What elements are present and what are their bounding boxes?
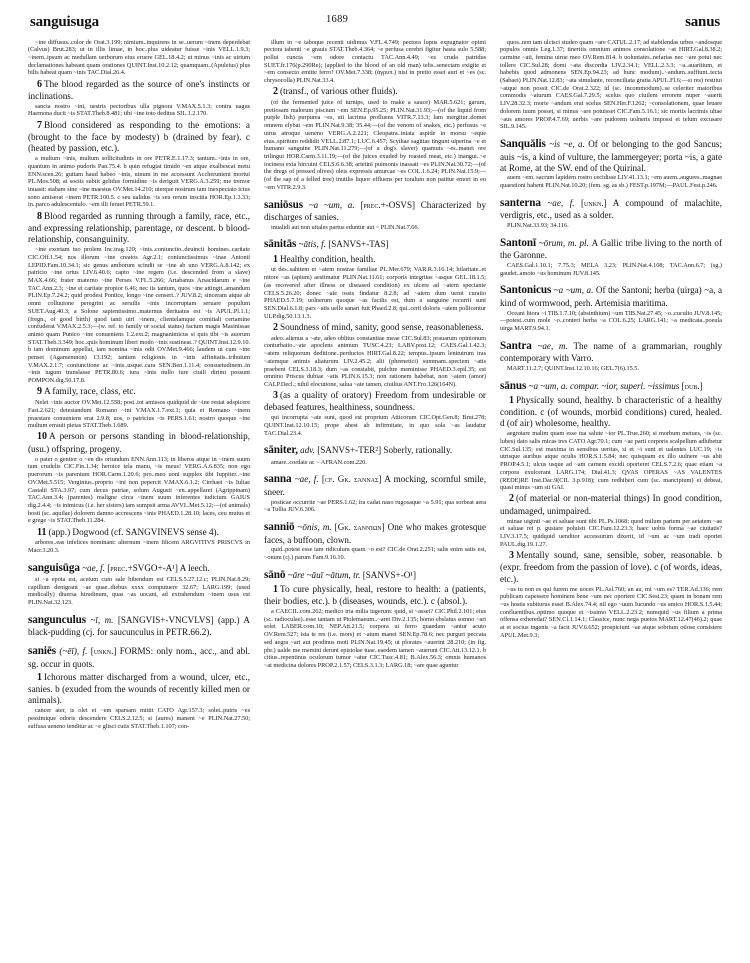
sense-number: 9 [37, 386, 42, 398]
entry-sanna[interactable] [264, 473, 486, 498]
entry-santoni[interactable] [500, 237, 722, 262]
cites-santerna: PLIN.Nat.33.93; 34.116. [507, 221, 569, 229]
cites-sense-11: arbores..eas infelices nominant: alternum ~inem filicem ARGVITIVS PRISCVS in Macr.3.20.3. [28, 539, 250, 555]
sense-text: (app.) Dogwood (cf. SANGVINEVS sense 4). [48, 526, 219, 537]
sense-number: 11 [37, 526, 47, 538]
sense-number: 1 [509, 394, 514, 406]
headword-etymology: [SANGVIS+-VNCVLVS] [117, 614, 214, 625]
headword-definition: A Gallic tribe living to the north of the Garonne. [500, 237, 722, 261]
cites-sense-8: ~ine exortam tuo prolem Inc.trag.120; ~inis..coniunctio..deuincit homines..caritate CIC.Off.1.54; nos illorum ~ine creatos Agr.2.1; coniunctissimus ~inae Antonii LEPID.Fam.10.34.1; sic genus amborum scindit se ~ine ab uno VERG.A.8.142; ex patricio ~ine ortus LIV.6.40.6; capto ~ine regem (i.e. descended from a slave) MAX.4.66; frater materno ~ine Perses V.FL.5.266; Artabanus Arsacidarum e ~ine TAC.Ann.2.3; ~ine et caritate propior 6.46; nec iis tantum, quos ~ine attingit..amandum PLIN.Ep.7.24.2; quid prodest Pontice, longo ~ine censeri..? JUV.8.2; sinceram atque ab omni colluuione peregrini ac seruilis ~inis incorruptam seruare populum SUET.Aug.40.3; a Solone sapientissimo..maternus deriuatus est ~is APUL.Pl.1.1; (fregn., of good birth) quod tanti uiri ~inem, clientelamque comitiali certamine confuderat V.MAX.2.5.3;—(w. ref. to family or social status) factum magis Masinissae animo quam Punico ~ine conueniens 1.2.ext.2; magnanimicus si quis tibi ~is auorum STAT.Theb.3.349; hoc..quis hominum liberi modo ~inis sustineat..? QUINT.Inst.12.9.10. b iam dominum appellat, iam nomina ~inis odit OV.Met.9.466; laudem ut cum ~ine penset (Agamemnon) 13.192; tantum religionis in ~inis affinitatis..tributum V.MAX.2.1.7; coniunctione ac ~inis..usque..cara SEN.Ben.1.11.4; consuetudinem..in ~inis iugum translasse PETR.80.6; iura ~inis nullo iure ciuili dirimi possunt POMPON.dig.50.17.8. [28, 246, 250, 385]
sense-number: 1 [273, 253, 278, 265]
sense-text: (as a quality of oratory) Freedom from undesirable or debased features, healthiness, soundness. [264, 390, 486, 413]
sense-number: 8 [37, 210, 42, 222]
headword-term: saniēs [28, 645, 56, 658]
cites-sanies-2: (of the fermented juice of turnips, used to make a sauce) MAR.5.621; garum, pretiosam malorum piscium ~em SEN.Ep.95.25; PLIN.Nat.31.93;—(of the liquid from purple fish) purpurea ~es, uti lacrima profluens VITR.7.13.3; lam mergitur..domet omnem elybat ~em PLIN.Nat.9.38; 35.44;—(of the venom of snakes, etc.) perfusus ~e uirus atroque ueneno VERG.A.2.221; Cleopatra..iniata aspide in morsu ~eque eius..spiritum reddidit VELL.2.87.1; LUC.6.457; Scythae sagittas tingunt uiperina ~e et humano sanguine PLIN.Nat.11.279;—(of a dog's slaver) quamuis ~es..manet ore trilingui HOR.Carm.3.11.19;—(of the juices exuded by roasted meat, etc.) inangui..~e iocinera exta hircuini CELS.6.6.38; arietini puimonis inassati ~es PLIN.Nat.30.72;—(of the dregs of pressed olives) oleis expressis amurcae ~es COL.1.6.24; PLIN.Nat.15.9;—(of the sap of a felled tree) inutilis liquor effluens per toralum non patitur emori in eo ~em VITR.2.9.3. [264, 99, 486, 191]
headword-term: Sanquālis [500, 137, 546, 150]
cites-sense-6: sancta nostro ~ini, uestris pectoribus ulla pignora V.MAX.5.1.3; contra uagus Haemona ducit ~is STAT.Theb.8.481; tibi ~ine toto deditus SIL.1.2.170. [28, 102, 250, 118]
headword-grammar: ~is ~e, a. [545, 138, 589, 149]
sense-number: 1 [273, 583, 278, 595]
sanus-sense-3 [500, 550, 722, 585]
headword-term: Santonicus [500, 284, 552, 297]
headword-grammar: ~a ~um, a. [551, 285, 596, 296]
headword-definition: One who makes grotesque faces, a buffoon, clown. [264, 521, 486, 545]
entry-sano[interactable] [264, 569, 486, 583]
sense-text: Mentally sound, sane, sensible, sober, reasonable. b (expr. freedom from the passion of love). c (of words, ideas, etc.). [500, 549, 722, 584]
sanitas-sense-3 [264, 390, 486, 414]
sense-number: 3 [509, 549, 514, 561]
text-column-1 [28, 38, 250, 953]
headword-term: sanguisūga [28, 561, 80, 574]
sense-number: 2 [509, 493, 514, 505]
entry-sannio[interactable] [264, 521, 486, 546]
sense-text: Blood regarded as running through a family, race, etc., and expressing relationship, parentage, or descent. b blood-relationship, consanguinity. [28, 210, 250, 245]
headword-etymology: [cf. Gk. σάννας] [321, 474, 382, 485]
sanus-sense-1 [500, 395, 722, 430]
sano-sense-1 [264, 584, 486, 608]
headword-term: sānō [264, 568, 286, 581]
headword-definition: (app.) A black-pudding (cj. for saucunculus in PETR.66.2). [28, 614, 250, 638]
sense-6 [28, 79, 250, 103]
cites-sano-1: a CAECIL.com.262; medico tria milia iugerum: quid, si ~asset? CIC.Phil.2.101; eius (sc. radioculae)..esse tantam ut Ptolemaeum..~aret Div.2.135; homo ebslatus somno ~ari solet LABER.com.10; NEP.Att.21.5; corpora ui ferro quaedam ~antur acuto OV.Rem.527; ista te res (i.e. mors) et ~atum manet SEN.Ep.78.6; nec purguri peccata sed aegra ~ari aut prodinus moti PLIN.Nat.19.45; ut plorates ~auerint 28.210; (in fig. phr.) ualde me memini derunt epistolae tuae..eaedem tamen ~auerunt CIC.Att.13.12.1. b citius..repentinus oculorum tumor ~atur CIC.Tusc.4.81; B.Alex.56.3; omnis humanos ~at medicina dolores PROP.2.1.57; CELS.3.1.3; LARG.18; ~are quae aguntur [264, 607, 486, 669]
sense-number: 7 [37, 119, 42, 131]
entry-santonicus[interactable] [500, 284, 722, 309]
headword-etymology: [SANVS+-O¹] [362, 569, 417, 580]
headword-term: sānitās [264, 238, 297, 251]
entry-sanguinculus[interactable] [28, 614, 250, 639]
headword-grammar: ~ae, m. [531, 340, 574, 351]
headword-term: sanna [264, 473, 292, 486]
sense-text: Physically sound, healthy. b characteristic of a healthy condition. c (of wounds, morbid conditions) cured, healed. d (of air) wholesome, healthy. [500, 394, 722, 429]
sense-text: The blood regarded as the source of one's instincts or inclinations. [28, 78, 250, 101]
headword-grammar: ~a ~um, a. [303, 199, 361, 210]
sanitas-sense-2 [264, 322, 486, 334]
headword-etymology: [SANVS+-TER²] [317, 445, 382, 456]
headword-definition: A leech. [177, 562, 210, 573]
sense-9 [28, 386, 250, 398]
cites-sanus-3: ~us tu non es qui furem me uoces PL.Asl.760; an au, mi ~um es? TER.Ad.336; rem publicam capessere hominem bene ~um nec oportere CIC.Sest.23; quam in bonam rem ~us hostis subiturus esset B.Alex.74.4; nil ego ~uum Iucundo ~us amico HOR.S.1.5.44; confluentibus..optimo quoque et ~issimo VELL.2.23.2; numquid ~us filium a prima offensa exheredat? SEN.Cl.1.14.1; Classice, nunc nega puetos MART.12.47(46).2; quae at et socius ingenis ~a facit JUV.6.652; prospiciunt ~ae atque sobrium otiose consistere APUL.Met.9.3; [500, 585, 722, 639]
sense-8 [28, 211, 250, 246]
cites-santra: MART.11.2.7; QUINT.Inst.12.10.16; GEL.7(6).15.5. [507, 364, 639, 372]
headword-grammar: ~ōnis, m. [294, 521, 335, 532]
entry-saniosus[interactable] [264, 199, 486, 224]
cites-sannio: quid..potest esse tam ridiculum quam ~o est? CIC.de Orat.2.251; salis enim satis est, ~onum (cj.) parum Fam.9.16.10. [264, 546, 486, 561]
cites-sanitas-1: ut des..sahitem et ~atem nostrae familiae PL.Mer.679; VAR.R.3.16.14; hilaritate..et nitore ~as (apium) aestimatur PLIN.Nat.11.61; corporis integritas ~asque GEL.18.1.5; (as recovered after illness or diseased condition) ex ulcere ad ~atem spectante CELS.5.26.20; donec ~ate ossis findatur 8.2.8; ad ~atem dum uenit curatio PHAED.5.7.19; uolnerum quoque ~as facilis est, dum a sanguine recurrit sunt SEN.Dial.6.1.8; pars ~atis uelle sanari fuit Phaed.2.8; qui..certi doloris ~atem pollicentur ULP.dig.50.13.1.3. [264, 266, 486, 320]
headword-etymology: [SANVS+-TAS] [328, 239, 389, 250]
headword-grammar: ~ae, f. [291, 474, 322, 485]
sense-text: (of material or non-material things) In good condition, undamaged, unimpaired. [500, 493, 722, 516]
text-column-3 [500, 38, 722, 953]
headword-term: Santra [500, 339, 532, 352]
entry-sanies[interactable] [28, 645, 250, 670]
headword-term: sānus [500, 379, 527, 392]
entry-sanitas[interactable] [264, 238, 486, 252]
sense-text: To cure physically, heal, restore to health: a (patients, their bodies, etc.). b (diseases, wounds, etc.). c (absol.). [264, 583, 486, 607]
cites-sanus-2: minae uiginti ~ae et saluae sunt tibi PL.Ps.1068; quod milum partem per aetatem ~ae et saluae rei p. gustare poluisti CIC.Fam.12.23.3; haec uobis forma ~ae ciuitatis? LIV.3.17.5; quidquid uenditor accessurum dixerit, id ~um ac ~um tradi oportet PAUL.dig.19.1.27. [500, 517, 722, 548]
sense-text: Ichorous matter discharged from a wound, ulcer, etc., sanies. b (exuded from the wounds of recently killed men or animals). [28, 671, 250, 706]
sense-number: 2 [273, 86, 278, 98]
cites-santonicus: Oceani litora ~i TIB.1.7.10; (absinthium) ~um TIB.Nat.27.45; ~o..cuculio JUV.8.145;—potest..cum mole ~o..conteri herba ~a COL.6.25; LARG.141; ~a medicata..poeula uirga MART.9.94.1. [500, 309, 722, 332]
sense-text: A person or persons standing in blood-relationship, (usu.) offspring, progeny. [28, 431, 250, 454]
sense-text: (transf., of various other fluids). [280, 86, 398, 97]
headword-grammar: ~a ~um, a. compar. ~ior, superl. ~issimus [526, 380, 682, 391]
headword-etymology: [prec.+SVGO+-A¹] [107, 562, 178, 573]
headword-definition: Of the Santoni; herba (uirga) ~a, a kind of wormwood, perh. Artemisia maritima. [500, 285, 722, 308]
cites-sanies-cont: illum in ~e taboque recenti uidimus V.FL.4.749; pectora lupus expugnator opimi pectora tabenti ~e grauis STAT.Theb.4.364; ~e perfusa cerebri figitur hasta sulo 5.588; pollui cuncta ~em odore contactu TAC.Ann.4.49; ~es cruda patridus SUET.fr.176(p.290Re); (applied to the blood of an old man) telis..senectam exigite et ~em consecto emitte ferro! OV.Met.7.338; (ἀγρυπ.) nisi in pretio esset auri et ~es (sc. chrysocolla) PLIN.Nat.33.4. [264, 38, 486, 85]
sanus-sense-2 [500, 493, 722, 517]
headword-term: sāniter, [264, 444, 298, 457]
sense-number: 3 [273, 390, 278, 402]
column-container [28, 38, 722, 953]
entry-sanqualis[interactable] [500, 138, 722, 174]
running-head-right: sanus [685, 14, 720, 30]
headword-term: sangunculus [28, 613, 86, 626]
sanies-sense-2 [264, 86, 486, 98]
cites-sanies-1: cancer ater, is olet et ~em sparsam mittit CATO Agr.157.3; solet..putris ~es pessimique odoris descendere CELS.2.12.5; si (aures) manent ~e PLIN.Nat.27.50; suffusa ueneno tenditur ac ~e glisci cutis STAT.Theb.1.107; con- [28, 707, 250, 730]
headword-definition: only nom., acc., and abl. sg. occur in quots. [28, 646, 250, 670]
sense-11 [28, 527, 250, 539]
headword-definition: Soberly, rationally. [381, 445, 453, 456]
headword-definition: A compound of malachite, verdigris, etc., used as a solder. [500, 197, 722, 221]
headword-etymology: [dub.] [681, 380, 703, 391]
entry-santra[interactable] [500, 340, 722, 365]
headword-grammar: ~ōrum, m. pl. [536, 237, 592, 248]
headword-definition: Characterized by discharges of sanies. [264, 199, 486, 223]
entry-sanus[interactable] [500, 380, 722, 394]
headword-etymology: [prec.+-OSVS] [360, 199, 416, 210]
sense-number: 1 [37, 671, 42, 683]
text-column-2 [264, 38, 486, 953]
headword-etymology: [Gk. σαννίων] [334, 521, 385, 532]
headword-grammar: ~ī, m. [85, 614, 118, 625]
sense-number: 2 [273, 321, 278, 333]
cites-sanus-1: aegrotare malim quam esse tua salute ~ior PL.True.260; si morbum metues, ~is (sc. lubes) dato salis micas tres CATO Agr.70.1; cum ~ae parti corporis scalpellum adhibetur CIC.Sul.135; est maxima in sensibus ueritas, si et ~i sunt et ualentes LUC.19; ~is utrisque auribus atque oculis HOR.S.1.5.84; nec quisquam ex illo uulnere ~us abit PROP.4.5.1; ulcus usque ad ~am carnem excidi oporteret CELS.7.2.6; quae etiam ~a corpora exulcerant LARG.174; Dial.41.3; QVAS OPERAS ~AS VALENTES (REDE)RE Inst.Dac.9(CIL 3.p.918); cum redhiberi cum (sc. mancipium) ei debeat, quasi minus ~um sit GAI. [500, 430, 722, 492]
sense-7 [28, 120, 250, 155]
headword-term: saniōsus [264, 198, 304, 211]
cites-sense-9: Nelei ~inis auctor OV.Met.12.558; post..tot amissos quidquid de ~ine restat adspicere Fast.2.621; detestandum Romano ~ini V.MAX.1.7.ext.1; quia et Romano ~inem praestare conueniens erat 2.9.8; uos, o patricius ~is PERS.1.61; nostro quoque ~ine multum errauit pietas STAT.Theb.1.689. [28, 399, 250, 430]
entry-sanguisuga[interactable] [28, 562, 250, 576]
cites-sanqualis: auem ~em. sacrum lapidem rostro cecidisse LIV.41.13.1; ~em auem..augures..magnae quaestioni habent PLIN.Nat.10.20; (fem. sg. as sb.) FEST.p.197M;—PAUL.Fest.p.246. [500, 174, 722, 189]
cites-sanna: posticae occurrite ~ae PERS.1.62; ira cadat naso rugosaque ~a 5.91; qua sorbeat aera ~a Tullia JUV.6.306. [264, 498, 486, 514]
sense-text: Healthy condition, health. [280, 253, 376, 264]
headword-grammar: ~ae, f. [540, 197, 582, 208]
headword-term: Santonī [500, 236, 536, 249]
sense-10 [28, 431, 250, 455]
headword-grammar: ~āre ~āuī ~ātum, tr. [285, 569, 363, 580]
headword-grammar: ~ae, f. [79, 562, 108, 573]
headword-etymology: [unkn.] FORMS: [90, 646, 154, 657]
sense-number: 6 [37, 78, 42, 90]
cites-sanitas-2: adeo..alienus a ~ate, adeo oblitus constantiae meae CIC.Sul.83; prauarum opinionum conturbatio..~ate apoclens animum TUSC.4.23; LABV.post.12; CAES.Gal.1.42.3; ~atem reliquorum deditione..perductos HIRT.Gal.8.22; tempus..ipsum lenitutrum iras ~atemque animis aliaturum LIV.2.45.2; alii (phrenetici) summam..speciem ~atis praebent CELS.3.18.3; dum ~as constabit, pulchre meminisse PHAED.3.epil.35; est omnino Priscus dubiae ~atis PLIN.6.15.3; non rationem habebat, non ~atem (amor) CALP.Decl.; nihil elocutione, salua ~ate tamen, ciuilius ANT.Fro.126(164N). [264, 334, 486, 388]
sense-text: Blood considered as responding to the emotions: a (brought to the face by modesty) b (drained by fear). c (heated by passion, etc.). [28, 119, 250, 154]
entry-santerna[interactable] [500, 197, 722, 222]
running-head [0, 14, 750, 34]
cites-santoni: CAES.Gal.1.10.1; 7.75.3; MELA 3.23; PLIN.Nat.4.108; TAC.Ann.6.7; (sg.) gaudet..amoto ~us hominum JUV.8.145. [500, 261, 722, 277]
cites-sanitas-3: qui incorrupta ~ate sunt, quod est proprium Atticorum CIC.Opt.Gen.8; Brut.278; QUINT.Inst.12.10.15; prope abest ab infirmitate, in quo sola ~as laudatur TAC.Dial.23.4. [264, 414, 486, 437]
headword-definition: The name of a grammarian, roughly contemporary with Varro. [500, 340, 722, 364]
cites-sanguisuga: si ~a epota est, acetum cum sale bibendum est CELS.5.27.12.c; PLIN.Nat.8.29; capillum denigrant ~ae quae..diebus xxxx computuere 32.67; LARG.199; (used medically) diuersa hirudinum, quas ~as uocant, ad extrahendum ~inem usus est PLIN.Nat.32.123. [28, 575, 250, 607]
headword-etymology: [unkn.] [581, 197, 607, 208]
headword-term: santerna [500, 196, 541, 209]
headword-grammar: ~ātis, f. [296, 239, 329, 250]
cites-sense-10: o pater o genitor o ~en dis oriundum ENN.Ann.113; in liberos atque in ~inem suum tam crudelis CIC.Fin.1.34; heroice tela manu, ~is meus! VERG.A.6.835; non ego puerorum ~is parentum HOR.Carm.1.20.6; pro..meo uoni supplex tibi Iuppiter..~ine OV.Met.5.515; Verginius..proprio ~ini non pepercit V.MAX.6.1.2; Cirrhaei ~is Iuliae Castalii STA.3.97; cum decus patriae, solum Augusti ~en..appellaret (Agrippinam) TAC.Ann.3.4; (parentes) maligne circa ~inem suum inferentes iudicium GAIUS dig.2.4.4; ~is inimicus (i.e. her sisters) iam sumpsit arma AVVL.Met.5.12;—(of animals) hosti (sc. aquilae) dolorem damno accrescens ~inis PHAED.1.28.10; laces, ceu mutus et e grege ~is STAT.Theb.11.284. [28, 455, 250, 525]
running-head-left: sanguisuga [30, 14, 99, 30]
sense-number: 10 [37, 431, 47, 443]
sense-text: Soundness of mind, sanity, good sense, reasonableness. [280, 321, 484, 332]
cites-sense-7: a multum ~inis, multum sollicitudinis in ore PETR.E.1.17.3; tantum..~inis in ore, quantum in animo pudoris Pan.75.4. b quin refugiat timido ~en atque exalbescat metu ENN.scen.26; guttam haud habeo ~inis, uinum in me accessunt Accherunteni mortui PL.Mos.508; at sociis subiit gelidus formidine ~is deriguit VERG.A.3.259; me tremor inuasit: stabam sine ~ine maestus OV.Met.14.210; uterque nostrum tam inexpectato ictus sono amiserat ~inem PETR.100.5. c seu ualidus ~is seu rerum inscitia HOR.Ep.1.3.33; in..parco adulescentulo. ~em illi feruet PETR.59.1. [28, 155, 250, 209]
headword-grammar: (~ēī), f. [56, 646, 91, 657]
headword-grammar: adv. [297, 445, 318, 456]
headword-definition: A mocking, scornful smile, sneer. [264, 474, 486, 497]
cites-sano-cont: quos..non tam ulcisci studeo quam ~are CATUL.2.17; ad stabilendas urbes ~andosque populos omnis Leg.1.37; tineritis omnium animos consolatione ~at HIRT.Gal.8.38.2; carmine ~ati, femina uirue meo OV.Rem.814. b uoluntates..nefarias nec ~are potui nec tollere CIC.Sul.28; domi ~ata discordia LIV.2.34.1; VELL.2.3.3; ~a..auaritium, et habebis quod admonens SEN.Ep.94.23; ad hunc modum)..~andum..suffiunt..tecta (Sabaei) PLIN.Nat.12.83; ~ata simulante, reconciliata gratia APUL.Fl.6;—si res) restitui ~atque non possit CIC.de Orat.2.322; id (sc. incommodum)..se celeriter maioribus commodis ~aturum CAES.Gal.7.29.5; scelus quo ciuilem errorem nuper ~auerit LIV.28.32.3; morte ~andum erat scelus SEN.Her.F.1262; ~consolationem, quae leuare dolorem tuum posset, si minus ~are potuisset CIC.Fam.5.16.1; sic mortis lacrimis ultae ~aus amores PROP.4.7.69; uerbis ~are pudorem uolneris impossi et telum excusare SIL.9.145. [500, 38, 722, 131]
page-number: 1689 [326, 14, 349, 25]
headword-term: sanniō [264, 520, 295, 533]
cites-saniter: amare..cordate ac ~ AFRAN.com.220. [271, 458, 367, 466]
cites-sanguis-cont: ~ine diffusus..color de Orat.3.199; nimium..inquirens in se..uerum ~inem deperdebat (Calvus) Brut.283; ut in illis limae, in hoc..plus uideatur fuisse ~inis VELL.1.9.3; ~inem..ipsum ac medullam uerborum eius eruere GEL.18.4.2; ut minus ~inis ac uirium declamationes habeant quam orationes QUINT.Inst.10.2.12; quamquam..(Apuleius) plus bilis habeat quam ~inis TAC.Dial.26.4. [28, 38, 250, 77]
entry-saniter[interactable] [264, 444, 486, 458]
sanies-sense-1 [28, 672, 250, 707]
sanitas-sense-1 [264, 254, 486, 266]
cites-saniosus: inualidi aut non uitales partus eduntur aut ~ PLIN.Nat.7.66. [271, 223, 420, 231]
headword-definition: Of or belonging to the god Sancus; auis ~is, a kind of vulture, the lammergeyer; porta ~is, a gate at Rome, at the SW. end of the Quirinal. [500, 138, 722, 173]
sense-text: A family, race, class, etc. [44, 386, 136, 397]
